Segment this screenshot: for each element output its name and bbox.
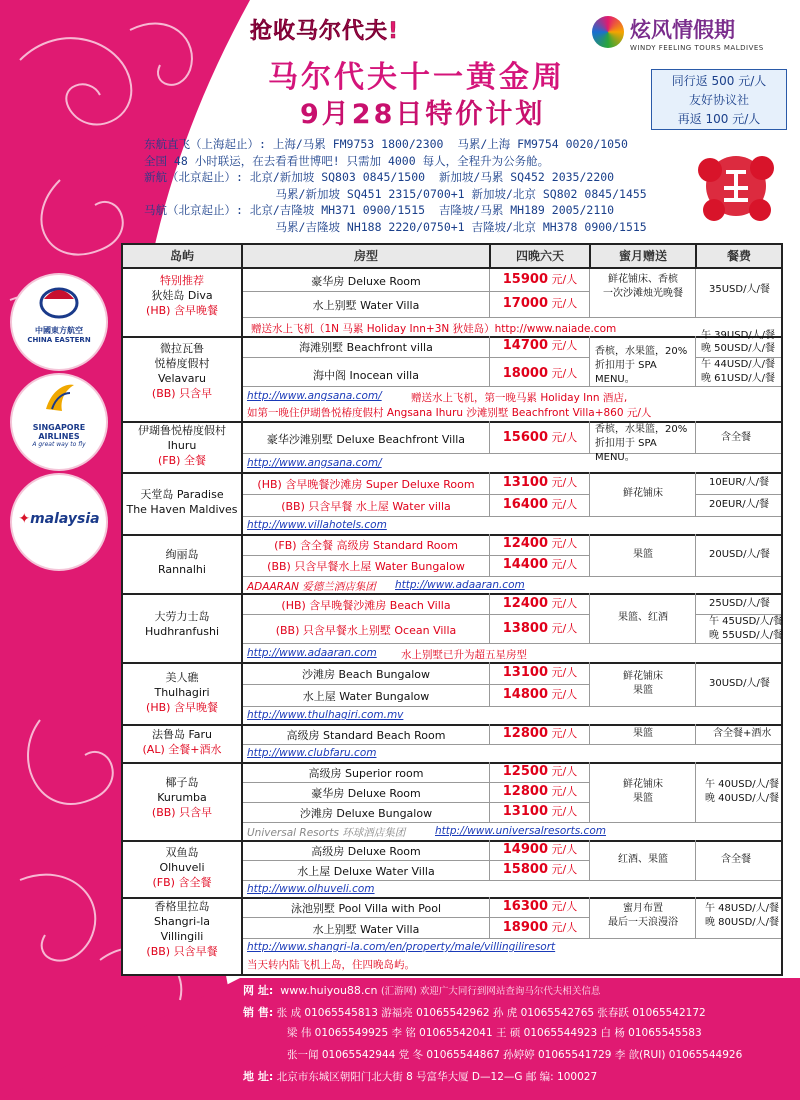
room-price: 12500 元/人 — [502, 764, 578, 779]
resort-title: 狄娃岛 Diva — [151, 289, 213, 302]
flight-line: 马累/新加坡 SQ451 2315/0700+1 新加坡/北京 SQ802 0845/1455 — [144, 186, 647, 201]
resort-title: 悦椿度假村 — [154, 357, 210, 370]
resort-link[interactable]: http://www.adaaran.com — [247, 647, 377, 659]
footer-sales: 张一闻 01065542944 党 冬 01065544867 孙婷婷 01065541729 李 歆(RUI) 01065544926 — [287, 1048, 743, 1061]
meal-fee: 含全餐 — [721, 854, 751, 865]
honeymoon-gift: 鲜花铺床 果篮 — [623, 671, 663, 696]
resort-note: 如第一晚住伊瑚鲁悦椿度假村 Angsana Ihuru 沙滩别墅 Beachfront Villa+860 元/人 — [247, 407, 652, 419]
col-price: 四晚六天 — [515, 249, 564, 263]
room-type: (BB) 只含早餐 水上屋 Water villa — [281, 500, 451, 513]
room-price: 18900 元/人 — [502, 920, 578, 935]
col-island: 岛屿 — [169, 249, 194, 263]
room-price: 14800 元/人 — [502, 687, 578, 702]
meal-fee: 午 44USD/人/餐 — [701, 359, 776, 370]
honeymoon-gift: 果篮 — [633, 728, 653, 739]
resort-note: 赠送水上飞机（1N 马累 Holiday Inn+3N 狄娃岛）http://www.naiade.com — [251, 323, 617, 335]
china-eastern-cn: 中國東方航空 — [35, 326, 83, 335]
resort-title-en: Kurumba — [157, 791, 207, 804]
resort-link[interactable]: http://www.universalresorts.com — [435, 825, 606, 837]
resort-note: 水上别墅已升为超五星房型 — [401, 649, 527, 661]
room-type: 水上屋 Water Bungalow — [302, 690, 430, 703]
resort-title: 绚丽岛 — [165, 548, 199, 561]
peer-line: 同行返 500 元/人 — [671, 74, 767, 88]
paper-cut-fortune-icon — [690, 140, 782, 232]
room-type: 泳池别墅 Pool Villa with Pool — [290, 902, 442, 915]
room-type: 豪华房 Deluxe Room — [311, 275, 421, 288]
room-price: 15600 元/人 — [502, 430, 578, 445]
meal-plan: (AL) 全餐+酒水 — [142, 743, 222, 756]
room-type: (BB) 只含早餐水上屋 Water Bungalow — [267, 560, 465, 573]
brand-logo — [592, 14, 792, 58]
honeymoon-gift: 鲜花铺床、香槟 一次沙滩烛光晚餐 — [603, 274, 683, 299]
meal-plan: (BB) 只含早 — [151, 387, 213, 400]
meal-fee: 晚 61USD/人/餐 — [701, 373, 776, 384]
footer-address: 地 址: 北京市东城区朝阳门北大街 8 号富华大厦 D—12—G 邮 编: 100027 — [243, 1070, 598, 1083]
room-type: (FB) 含全餐 高级房 Standard Room — [274, 539, 458, 552]
room-price: 16400 元/人 — [502, 497, 578, 512]
resort-title: 美人礁 — [165, 671, 199, 684]
room-price: 17000 元/人 — [502, 296, 578, 311]
resort-title: 伊瑚鲁悦椿度假村 — [138, 424, 226, 437]
resort-title: 双鱼岛 — [165, 846, 199, 859]
room-type: 沙滩房 Deluxe Bungalow — [299, 807, 433, 820]
resort-velavaru-name — [123, 341, 241, 401]
resort-title-en: Hudhranfushi — [144, 625, 220, 638]
malaysia-wordmark: ✦malaysia — [18, 511, 100, 527]
meal-fee: 10EUR/人/餐 — [709, 477, 770, 488]
meal-plan: (HB) 含早晚餐 — [146, 304, 218, 317]
resort-title-en: Ihuru — [167, 439, 197, 452]
website-link[interactable]: www.huiyou88.cn — [280, 984, 378, 997]
meal-fee: 含全餐 — [721, 432, 751, 443]
footer-contact — [243, 980, 798, 1088]
room-price: 12400 元/人 — [502, 596, 578, 611]
resort-title: 法鲁岛 Faru — [151, 728, 213, 741]
peer-rebate-box — [651, 69, 787, 130]
brand-name-en: WINDY FEELING TOURS MALDIVES — [630, 44, 764, 52]
meal-fee: 午 40USD/人/餐 晚 40USD/人/餐 — [705, 779, 780, 804]
resort-kurumba-name — [123, 775, 241, 820]
honeymoon-gift: 蜜月布置 最后一天浪漫浴 — [608, 903, 678, 928]
resort-title-en: Shangri-la — [154, 915, 210, 928]
meal-fee: 35USD/人/餐 — [709, 284, 770, 295]
room-price: 15900 元/人 — [502, 272, 578, 287]
resort-title-en: Velavaru — [158, 372, 206, 385]
meal-fee: 午 45USD/人/餐 — [709, 616, 784, 627]
resort-title-en: Olhuveli — [159, 861, 205, 874]
honeymoon-gift: 红酒、果篮 — [618, 854, 668, 865]
malaysia-kite-icon: ✦ — [18, 511, 31, 527]
flight-line: 东航直飞（上海起止）: 上海/马累 FM9753 1800/2300 马累/上海 FM9754 0020/1050 — [144, 137, 628, 151]
resort-diva-name — [123, 273, 241, 318]
flight-line: 马累/吉隆坡 NH188 2220/0750+1 吉隆坡/北京 MH378 0900/1515 — [144, 219, 647, 234]
meal-plan: (HB) 含早晚餐 — [146, 701, 218, 714]
col-room: 房型 — [353, 249, 378, 263]
singapore-bird-icon — [12, 375, 106, 419]
room-price: 13800 元/人 — [502, 621, 578, 636]
resort-hudhranfushi-name — [123, 609, 241, 639]
headline-special-plan: 9月28日特价计划 — [300, 99, 546, 130]
room-type: 沙滩房 Beach Bungalow — [301, 668, 431, 681]
resort-price-table — [121, 243, 783, 976]
meal-fee: 午 48USD/人/餐 晚 80USD/人/餐 — [705, 903, 780, 928]
room-price: 13100 元/人 — [502, 804, 578, 819]
resort-faru-name — [123, 727, 241, 757]
resort-title-en: Villingili — [160, 930, 204, 943]
resort-title: 香格里拉岛 — [154, 900, 210, 913]
resort-link[interactable]: http://www.shangri-la.com/en/property/male/villingiliresort — [247, 941, 556, 953]
resort-note: ADAARAN 爱德兰酒店集团 — [247, 581, 376, 593]
peer-line: 再返 100 元/人 — [677, 112, 761, 126]
flight-schedule — [144, 136, 647, 235]
room-price: 15800 元/人 — [502, 862, 578, 877]
room-price: 13100 元/人 — [502, 475, 578, 490]
resort-note: 当天转内陆飞机上岛，住四晚岛屿。 — [247, 959, 415, 971]
brand-logo-icon — [592, 16, 624, 48]
room-type: (HB) 含早晚餐沙滩房 Super Deluxe Room — [257, 478, 475, 491]
meal-plan: (BB) 只含早 — [151, 806, 213, 819]
room-type: (BB) 只含早餐水上别墅 Ocean Villa — [275, 624, 457, 637]
china-eastern-logo — [12, 275, 106, 369]
resort-link[interactable]: http://www.villahotels.com — [247, 519, 387, 531]
honeymoon-gift: 果篮 — [633, 549, 653, 560]
resort-link[interactable]: http://www.adaaran.com — [395, 579, 525, 591]
meal-fee: 晚 55USD/人/餐 — [709, 630, 784, 641]
honeymoon-gift: 香槟，水果篮，20% 折扣用于 SPA MENU。 — [595, 346, 688, 385]
resort-note: Universal Resorts 环球酒店集团 — [247, 827, 406, 839]
meal-plan: (FB) 含全餐 — [152, 876, 212, 889]
china-eastern-en: CHINA EASTERN — [27, 336, 91, 344]
room-type: 豪华沙滩别墅 Deluxe Beachfront Villa — [266, 433, 466, 446]
room-type: (HB) 含早晚餐沙滩房 Beach Villa — [281, 599, 451, 612]
singapore-line2: AIRLINES — [38, 432, 80, 441]
room-price: 12400 元/人 — [502, 536, 578, 551]
room-price: 14700 元/人 — [502, 338, 578, 353]
flight-line: 全国 48 小时联运，在去看看世博吧! 只需加 4000 每人，全程升为公务舱。 — [144, 153, 550, 168]
resort-olhuveli-name — [123, 845, 241, 890]
malaysia-airlines-logo — [12, 475, 106, 569]
peer-line: 友好协议社 — [688, 93, 749, 107]
singapore-line1: SINGAPORE — [32, 423, 86, 432]
honeymoon-gift: 果篮、红酒 — [618, 612, 668, 623]
honeymoon-gift: 鲜花铺床 果篮 — [623, 779, 663, 804]
honeymoon-gift: 鲜花铺床 — [623, 488, 663, 499]
resort-title: 大劳力士岛 — [154, 610, 210, 623]
meal-fee: 20USD/人/餐 — [709, 549, 770, 560]
flight-line: 马航（北京起止）: 北京/吉隆坡 MH371 0900/1515 吉隆坡/马累 MH189 2005/2110 — [144, 203, 615, 217]
resort-link[interactable]: http://www.clubfaru.com — [247, 747, 377, 759]
resort-link[interactable]: http://www.angsana.com/ — [247, 457, 382, 469]
resort-title: 椰子岛 — [165, 776, 199, 789]
room-type: 高级房 Standard Beach Room — [286, 729, 446, 742]
room-price: 13100 元/人 — [502, 665, 578, 680]
meal-fee: 20EUR/人/餐 — [709, 499, 770, 510]
footer-website: 网 址: www.huiyou88.cn (汇游网) 欢迎广大同行到网站查询马尔代夫相关信息 — [243, 984, 601, 997]
meal-fee: 含全餐+酒水 — [713, 728, 772, 739]
room-type: 海滩别墅 Beachfront villa — [299, 341, 433, 354]
resort-title-en: The Haven Maldives — [126, 503, 238, 516]
flight-line: 新航（北京起止）: 北京/新加坡 SQ803 0845/1500 新加坡/马累 SQ452 2035/2200 — [144, 170, 615, 184]
resort-title: 天堂岛 Paradise — [140, 488, 224, 501]
resort-title-en: Thulhagiri — [154, 686, 210, 699]
resort-note: 赠送水上飞机，第一晚马累 Holiday Inn 酒店, — [411, 392, 628, 404]
room-type: 高级房 Deluxe Room — [311, 845, 421, 858]
room-price: 14900 元/人 — [502, 842, 578, 857]
meal-fee: 晚 50USD/人/餐 — [701, 343, 776, 354]
resort-title-en: Rannalhi — [158, 563, 206, 576]
footer-sales: 销 售: 张 成 01065545813 游福亮 01065542962 孙 虎 01065542765 张春跃 01065542172 — [243, 1005, 706, 1019]
room-price: 14400 元/人 — [502, 557, 578, 572]
resort-paradise-name — [123, 487, 241, 517]
resort-thulhagiri-name — [123, 670, 241, 715]
meal-fee: 午 39USD/人/餐 — [701, 330, 776, 341]
meal-fee: 30USD/人/餐 — [709, 678, 770, 689]
room-price: 16300 元/人 — [502, 899, 578, 914]
footer-sales: 梁 伟 01065549925 李 铭 01065542041 王 硕 01065544923 白 杨 01065545583 — [287, 1027, 702, 1039]
headline-golden-week: 马尔代夫十一黄金周 — [268, 60, 565, 95]
meal-fee: 25USD/人/餐 — [709, 598, 770, 609]
meal-plan: (FB) 全餐 — [158, 454, 206, 467]
table-header — [123, 245, 781, 269]
resort-title: 微拉瓦鲁 — [160, 342, 204, 355]
meal-plan: (BB) 只含早餐 — [146, 945, 218, 958]
china-eastern-icon — [12, 275, 106, 325]
room-type: 豪华房 Deluxe Room — [311, 787, 421, 800]
resort-shangrila-name — [123, 899, 241, 959]
room-price: 12800 元/人 — [502, 726, 578, 741]
headline-main: 抢收马尔代夫! — [250, 19, 400, 44]
resort-link[interactable]: http://www.olhuveli.com — [247, 883, 375, 895]
col-gift: 蜜月赠送 — [618, 249, 667, 263]
room-type: 海中阁 Inocean villa — [313, 369, 419, 382]
singapore-slogan: A great way to fly — [32, 441, 86, 448]
resort-link[interactable]: http://www.thulhagiri.com.mv — [247, 709, 404, 721]
brand-name: 炫风情假期 — [630, 18, 735, 42]
singapore-airlines-logo — [12, 375, 106, 469]
resort-tag: 特别推荐 — [160, 274, 204, 287]
col-meal: 餐费 — [726, 249, 751, 263]
resort-rannalhi-name — [123, 547, 241, 577]
resort-ihuru-name — [123, 423, 241, 468]
room-price: 18000 元/人 — [502, 366, 578, 381]
room-type: 高级房 Superior room — [308, 767, 424, 780]
room-type: 水上别墅 Water Villa — [312, 299, 420, 312]
resort-link[interactable]: http://www.angsana.com/ — [247, 390, 382, 402]
honeymoon-gift: 香槟，水果篮，20% 折扣用于 SPA MENU。 — [595, 424, 688, 463]
room-type: 水上别墅 Water Villa — [312, 923, 420, 936]
room-price: 12800 元/人 — [502, 784, 578, 799]
room-type: 水上屋 Deluxe Water Villa — [297, 865, 435, 878]
